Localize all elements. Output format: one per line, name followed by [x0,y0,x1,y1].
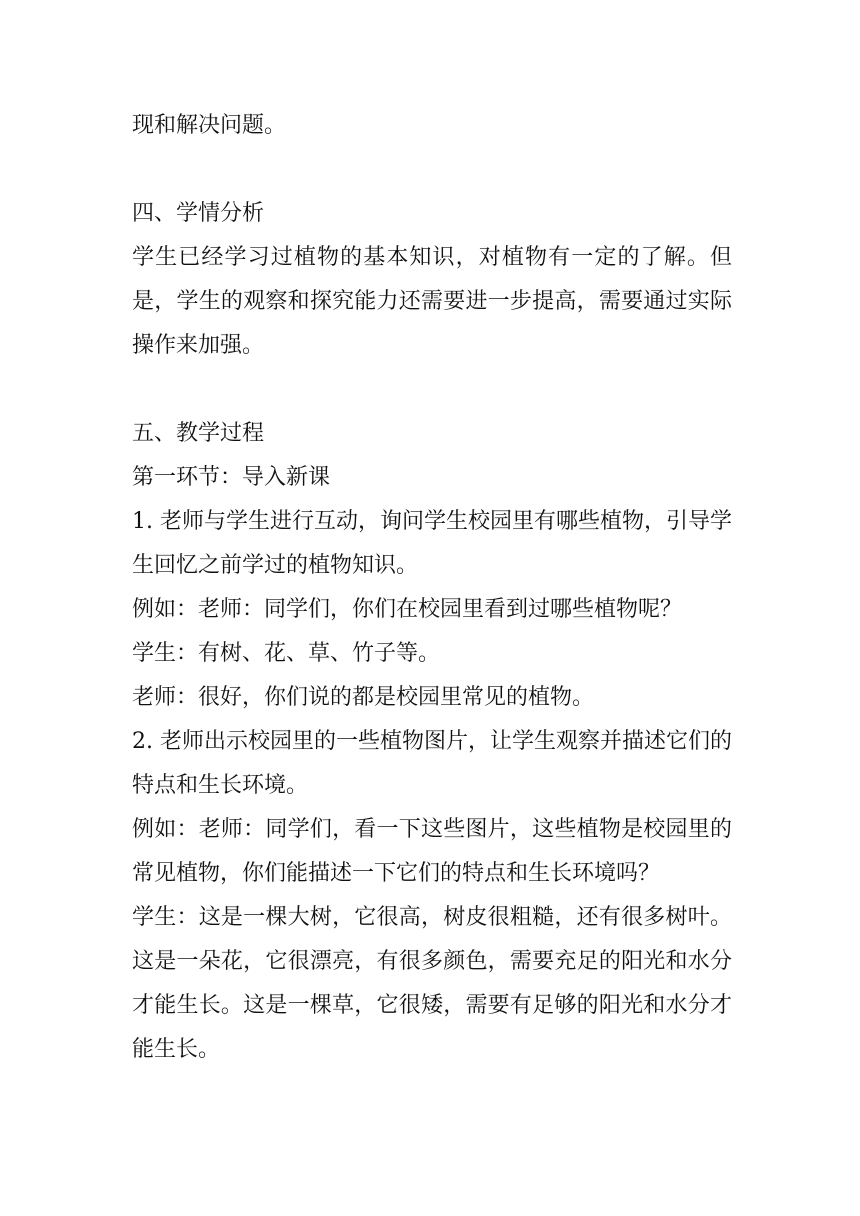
item1-text: 1. 老师与学生进行互动，询问学生校园里有哪些植物，引导学生回忆之前学过的植物知识。 [132,509,732,578]
paragraph-gap [132,148,732,192]
item1-example-teacher: 例如：老师：同学们，你们在校园里看到过哪些植物呢？ [132,597,683,622]
item2-example-teacher: 例如：老师：同学们，看一下这些图片，这些植物是校园里的常见植物，你们能描述一下它们的特点和生长环境吗？ [132,817,732,886]
section4-heading: 四、学情分析 [132,201,265,226]
paragraph-gap [132,368,732,412]
section5-heading: 五、教学过程 [132,421,265,446]
item2-example-student: 学生：这是一棵大树，它很高，树皮很粗糙，还有很多树叶。这是一朵花，它很漂亮，有很多颜色，需要充足的阳光和水分才能生长。这是一棵草，它很矮，需要有足够的阳光和水分才能生长。 [132,905,732,1062]
item1-example-student: 学生：有树、花、草、竹子等。 [132,641,441,666]
document-body [132,104,732,1072]
section4-body: 学生已经学习过植物的基本知识，对植物有一定的了解。但是，学生的观察和探究能力还需要进一步提高，需要通过实际操作来加强。 [132,245,732,358]
step1-title: 第一环节：导入新课 [132,465,331,490]
item2-text: 2. 老师出示校园里的一些植物图片，让学生观察并描述它们的特点和生长环境。 [132,729,732,798]
item1-example-teacher-reply: 老师：很好，你们说的都是校园里常见的植物。 [132,685,595,710]
section3-tail-text: 现和解决问题。 [132,113,287,138]
